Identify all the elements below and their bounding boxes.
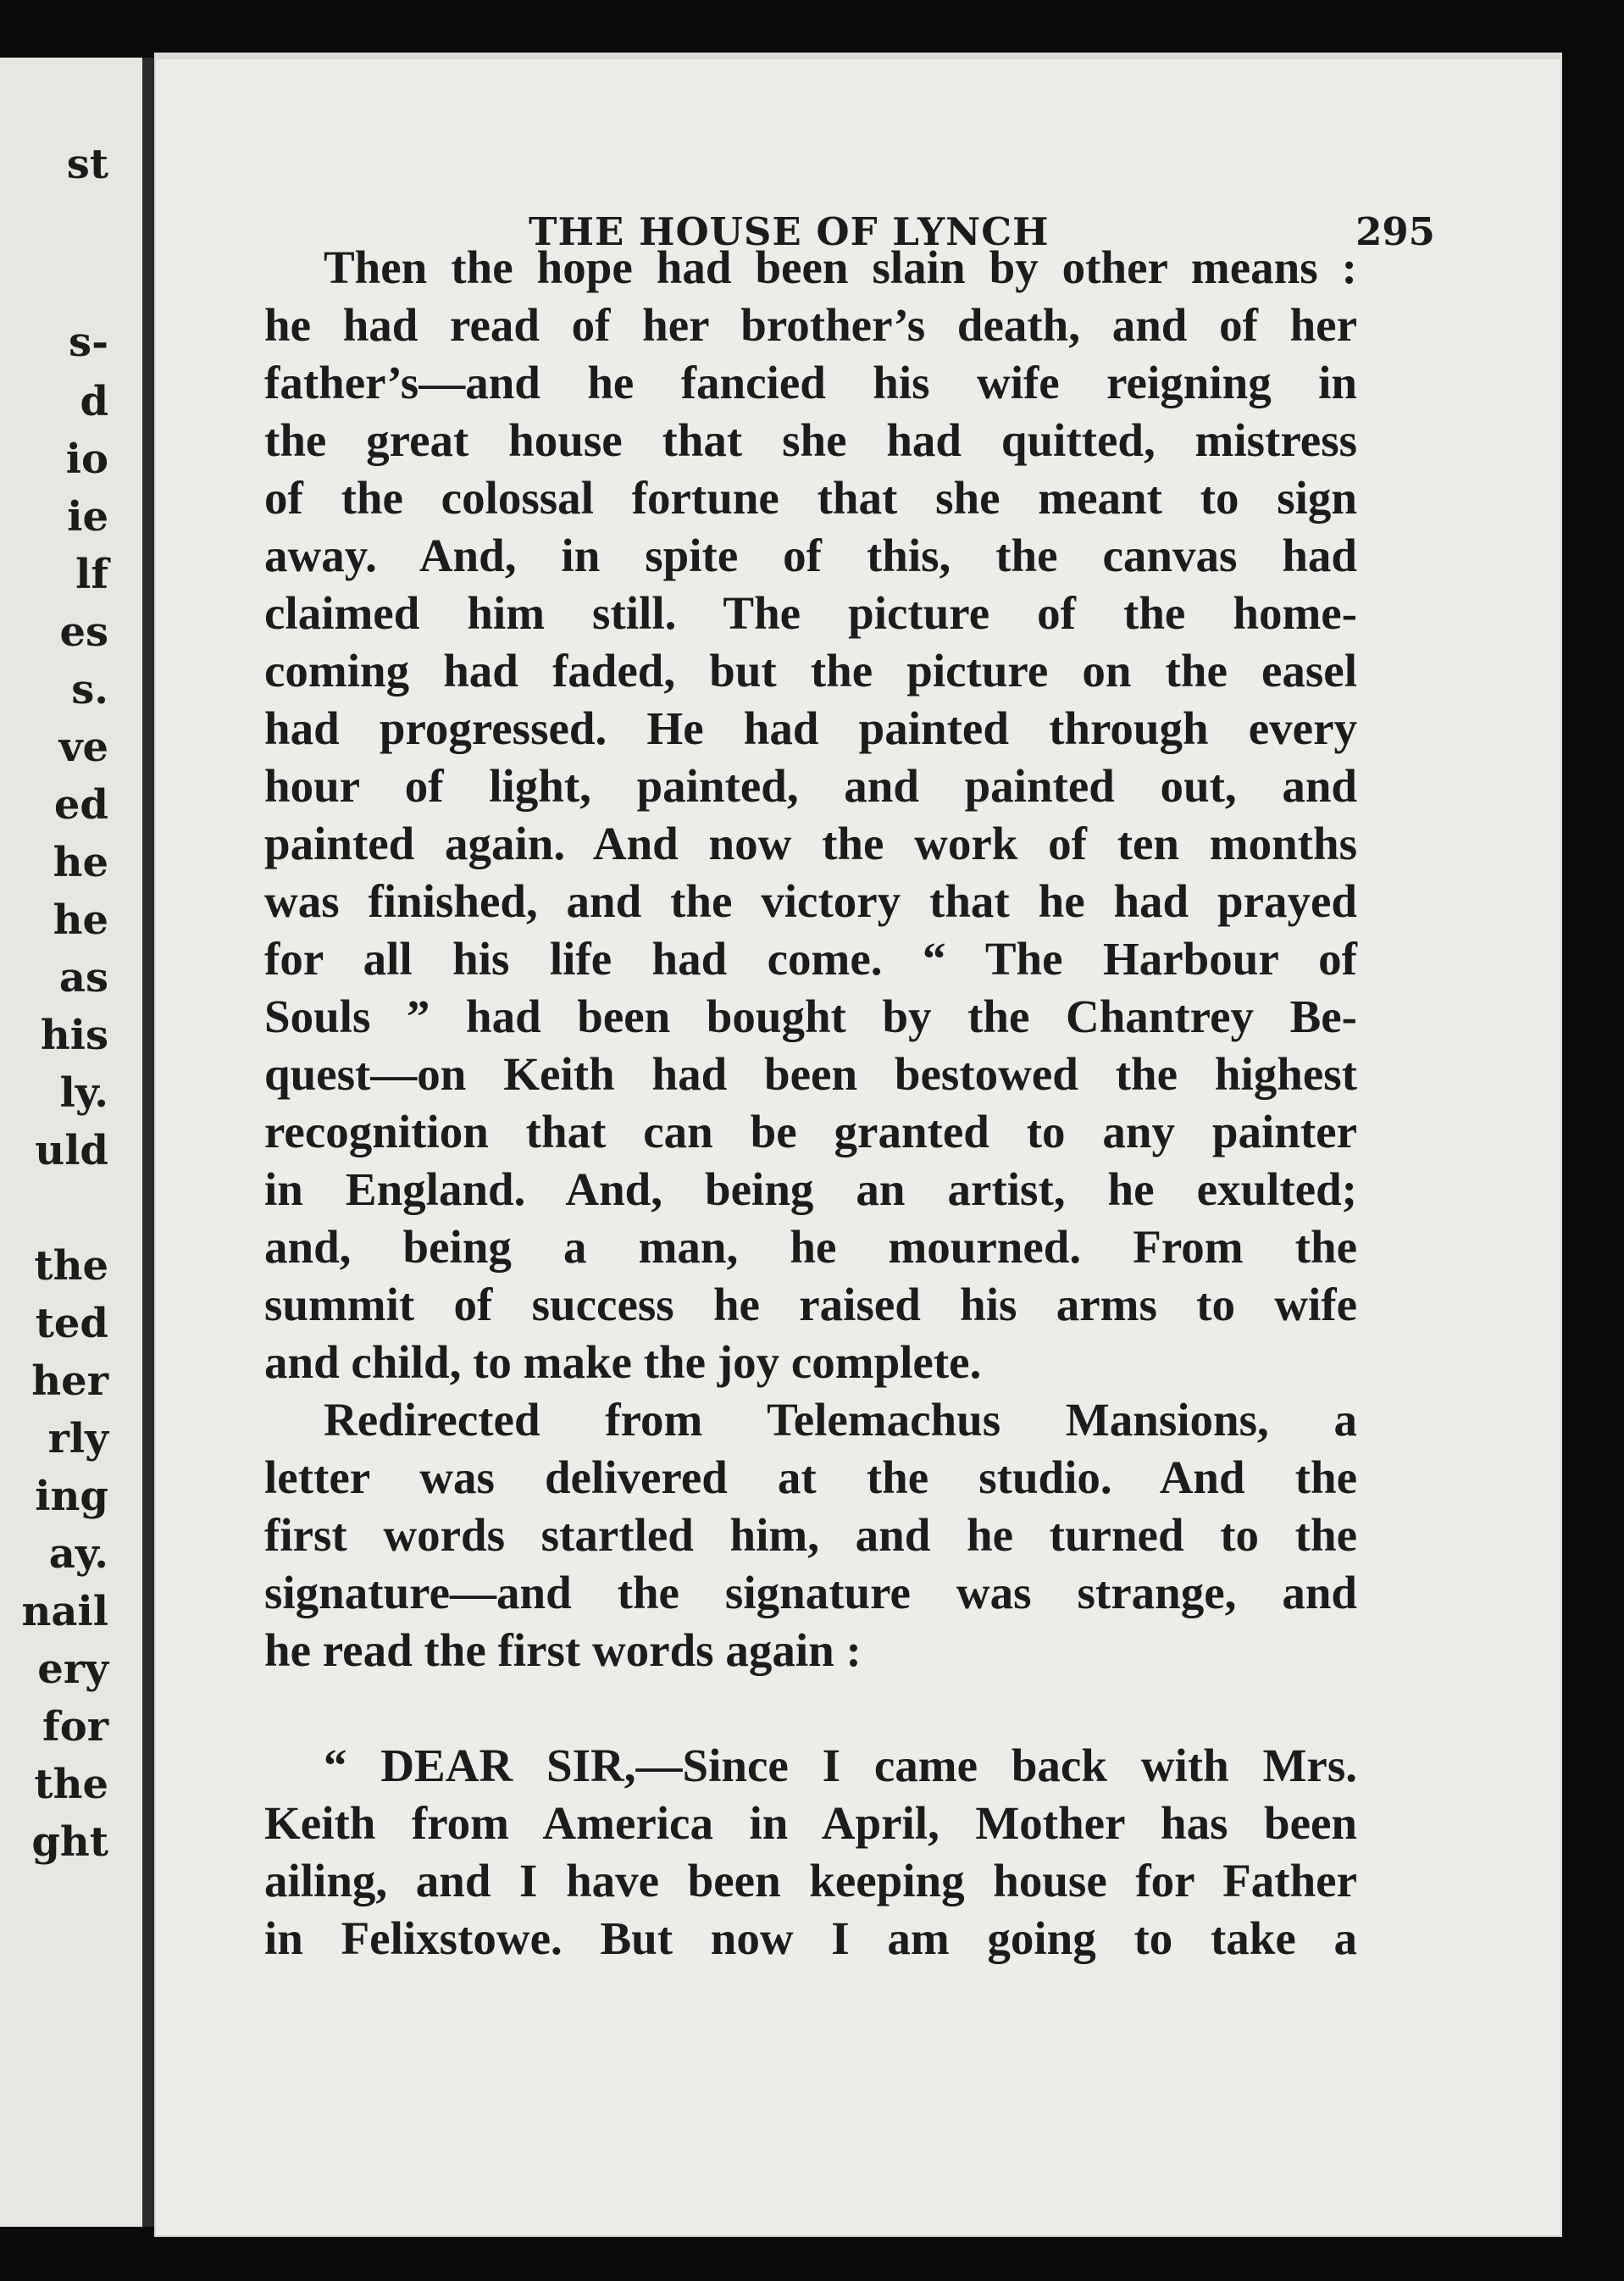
left-page-fragment: ted <box>35 1300 108 1347</box>
text-line: and child, to make the joy complete. <box>264 1336 982 1388</box>
text-line: of the colossal fortune that she meant to sign <box>264 472 1357 524</box>
book-page <box>154 53 1562 2237</box>
left-page-fragment: lf <box>75 551 108 598</box>
text-line: claimed him still. The picture of the home- <box>264 587 1357 639</box>
left-page-fragment: s. <box>71 666 108 713</box>
text-line: hour of light, painted, and painted out, and <box>264 760 1357 812</box>
text-line: he read the first words again : <box>264 1624 862 1676</box>
text-line: signature—and the signature was strange, and <box>264 1567 1357 1618</box>
left-page-fragment: ie <box>67 493 108 541</box>
left-page-fragment: uld <box>35 1127 108 1174</box>
left-page-fragment: ing <box>35 1473 108 1520</box>
text-line: first words startled him, and he turned to the <box>264 1509 1357 1561</box>
left-page-fragment: the <box>34 1242 108 1290</box>
text-line: had progressed. He had painted through every <box>264 702 1357 754</box>
left-page-fragment: s- <box>69 319 108 366</box>
left-page-edge <box>0 58 142 2227</box>
left-page-fragment: ly. <box>59 1069 108 1117</box>
text-line: and, being a man, he mourned. From the <box>264 1221 1357 1273</box>
text-line: in Felixstowe. But now I am going to take a <box>264 1912 1357 1964</box>
text-line: away. And, in spite of this, the canvas had <box>264 530 1357 581</box>
text-line: ailing, and I have been keeping house for Father <box>264 1855 1357 1906</box>
book-gutter <box>142 58 154 2227</box>
left-page-fragment: for <box>42 1703 108 1751</box>
text-line: Souls ” had been bought by the Chantrey Be- <box>264 991 1357 1042</box>
text-line: recognition that can be granted to any painter <box>264 1106 1357 1157</box>
text-line: quest—on Keith had been bestowed the highest <box>264 1048 1357 1100</box>
page-smudge <box>154 53 1562 59</box>
left-page-fragment: io <box>65 436 108 483</box>
text-line: Keith from America in April, Mother has been <box>264 1797 1357 1849</box>
left-page-fragment: the <box>34 1761 108 1808</box>
text-line: coming had faded, but the picture on the easel <box>264 645 1357 697</box>
text-line: in England. And, being an artist, he exulted; <box>264 1163 1357 1215</box>
text-line: summit of success he raised his arms to wife <box>264 1279 1357 1330</box>
left-page-fragment: rly <box>47 1415 108 1462</box>
left-page-fragment: he <box>53 839 108 886</box>
text-line: was finished, and the victory that he had prayed <box>264 875 1357 927</box>
text-line: he had read of her brother’s death, and of her <box>264 299 1357 351</box>
left-page-fragment: ght <box>31 1818 108 1866</box>
left-page-fragment: st <box>66 141 108 188</box>
left-page-fragment: es <box>59 608 108 656</box>
left-page-fragment: her <box>31 1357 108 1405</box>
text-line: letter was delivered at the studio. And the <box>264 1451 1357 1503</box>
text-line: for all his life had come. “ The Harbour of <box>264 933 1357 985</box>
text-line: painted again. And now the work of ten months <box>264 818 1357 869</box>
page-number: 295 <box>1355 209 1435 254</box>
left-page-fragment: ve <box>58 724 108 771</box>
text-line: Then the hope had been slain by other means : <box>324 241 1357 293</box>
left-page-fragment: ery <box>37 1646 108 1693</box>
text-line: Redirected from Telemachus Mansions, a <box>324 1394 1357 1446</box>
left-page-fragment: ay. <box>48 1530 108 1578</box>
left-page-fragment: d <box>80 378 108 425</box>
left-page-fragment: ed <box>53 781 108 829</box>
left-page-fragment: nail <box>21 1588 108 1635</box>
left-page-fragment: he <box>53 896 108 944</box>
left-page-fragment: as <box>58 954 108 1002</box>
text-line: the great house that she had quitted, mistress <box>264 414 1357 466</box>
text-line: “ DEAR SIR,—Since I came back with Mrs. <box>324 1740 1357 1791</box>
running-title: THE HOUSE OF LYNCH <box>529 209 1050 254</box>
left-page-fragment: his <box>40 1012 108 1059</box>
text-line: father’s—and he fancied his wife reigning in <box>264 357 1357 408</box>
